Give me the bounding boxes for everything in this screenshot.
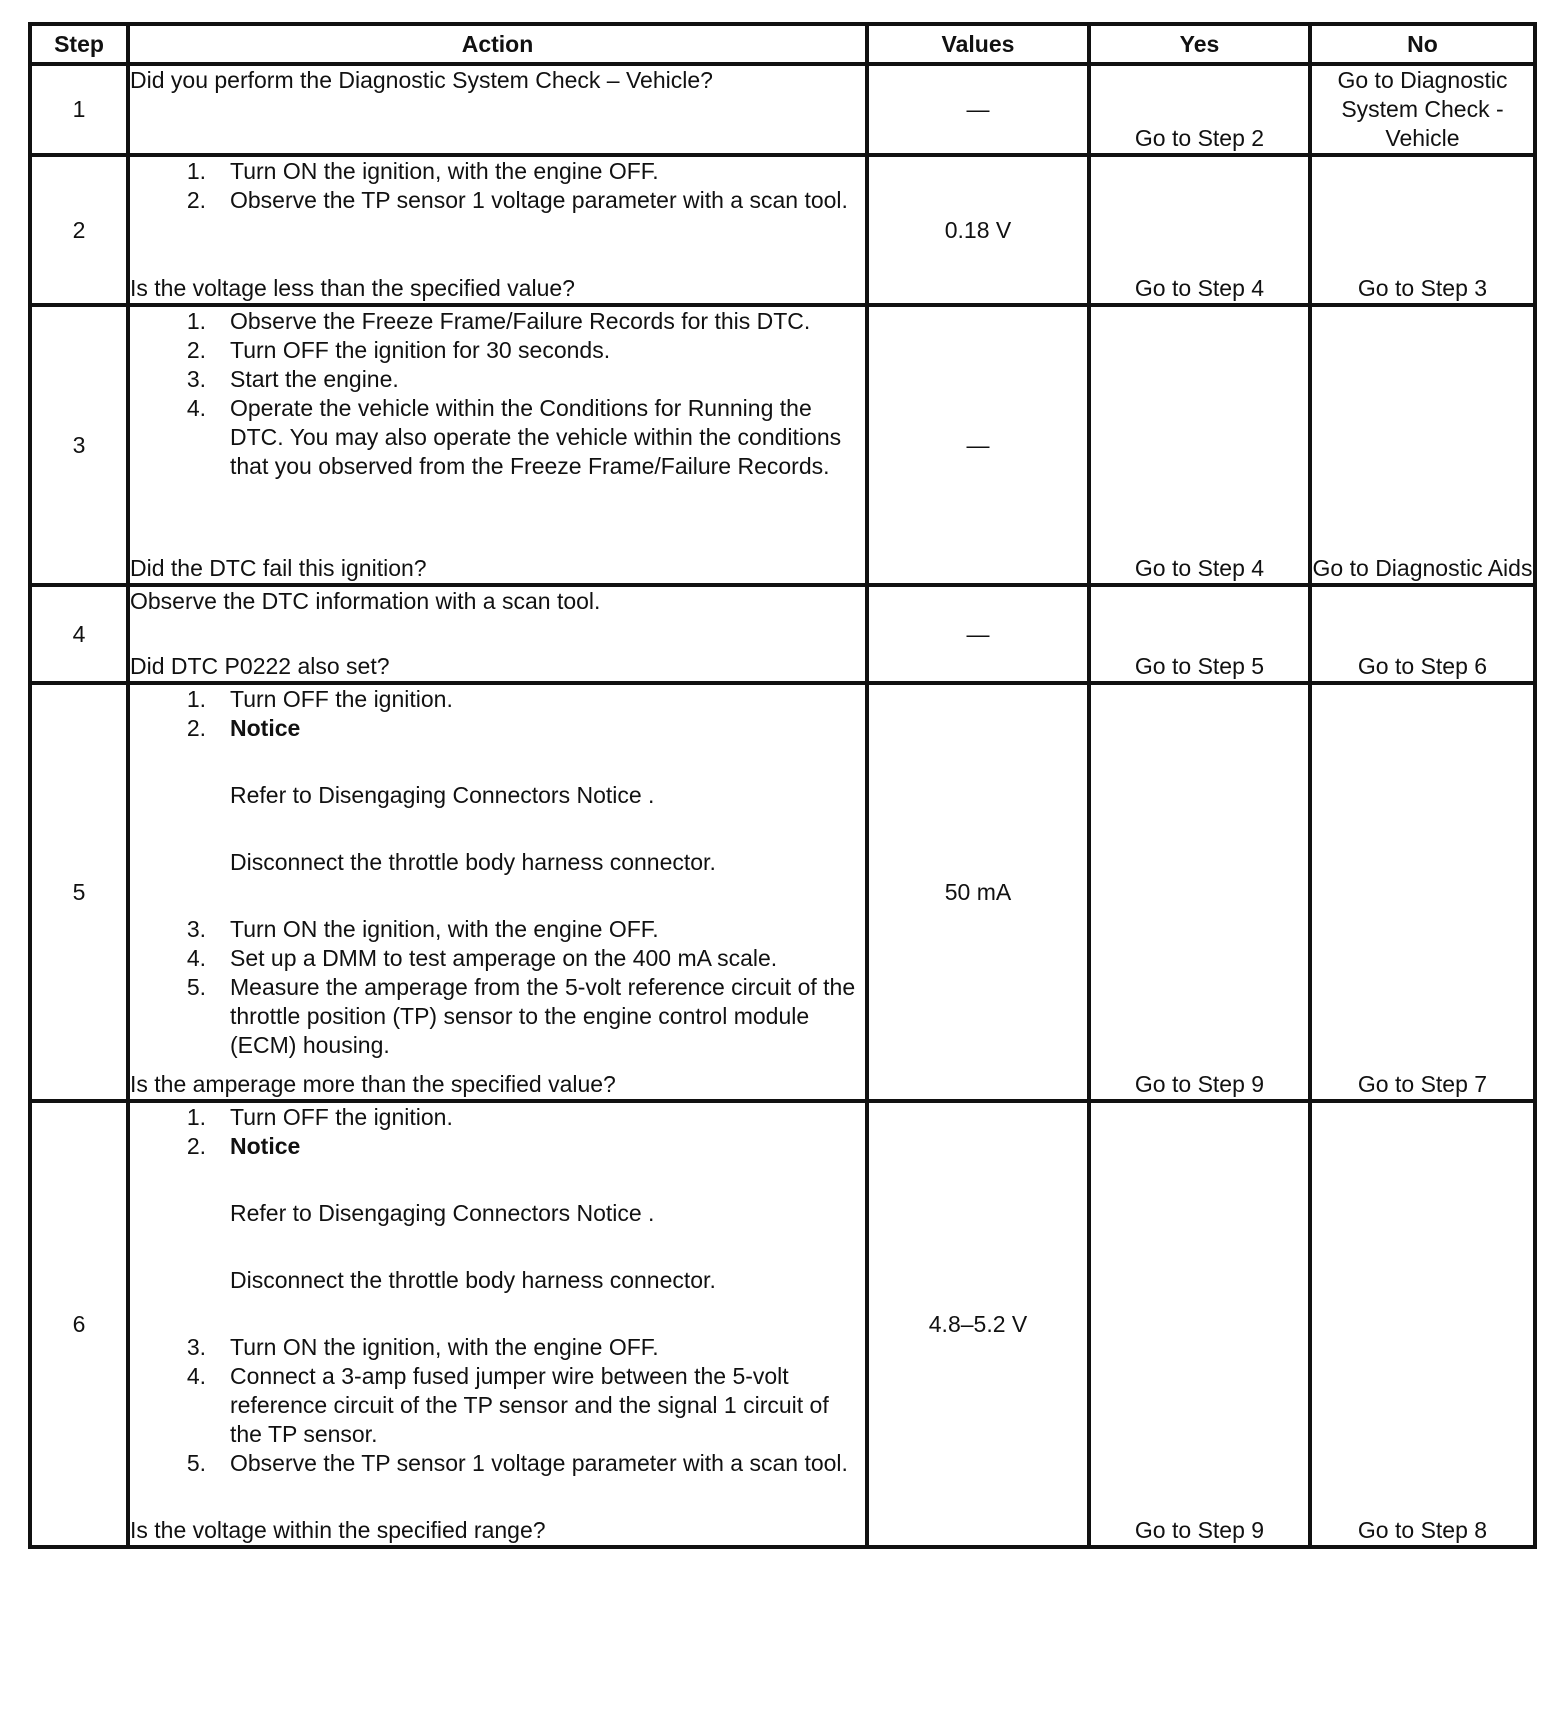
question-text: Is the amperage more than the specified value?	[130, 1071, 616, 1097]
no-cell: Go to Diagnostic System Check - Vehicle	[1310, 64, 1535, 155]
action-cell	[128, 683, 867, 1101]
no-cell: Go to Step 8	[1310, 1101, 1535, 1547]
no-cell: Go to Step 6	[1310, 585, 1535, 683]
list-item: 3. Turn ON the ignition, with the engine OFF.	[186, 1334, 659, 1360]
yes-cell: Go to Step 9	[1089, 1101, 1310, 1547]
action-cell	[128, 64, 867, 155]
yes-cell: Go to Step 4	[1089, 305, 1310, 585]
list-item: 5. Observe the TP sensor 1 voltage parameter with a scan tool.	[186, 1450, 848, 1476]
notice-label: Notice	[230, 1133, 301, 1159]
list-item: 3. Turn ON the ignition, with the engine OFF.	[186, 916, 659, 942]
yes-cell: Go to Step 4	[1089, 155, 1310, 305]
action-steps	[130, 157, 865, 215]
notice-instruction: Disconnect the throttle body harness connector.	[230, 1267, 716, 1293]
action-cell	[128, 585, 867, 683]
list-item: 3. Start the engine.	[186, 366, 399, 392]
value-cell: —	[867, 585, 1089, 683]
no-cell: Go to Diagnostic Aids	[1310, 305, 1535, 585]
action-steps	[130, 1103, 865, 1478]
question-text: Is the voltage less than the specified value?	[130, 275, 575, 301]
question-text: Did the DTC fail this ignition?	[130, 555, 427, 581]
notice-reference: Refer to Disengaging Connectors Notice .	[230, 782, 655, 808]
table-row	[30, 64, 1535, 155]
list-item: 1. Observe the Freeze Frame/Failure Records for this DTC.	[186, 308, 811, 334]
step-number: 1	[30, 64, 128, 155]
action-steps	[130, 685, 865, 1060]
table-row	[30, 155, 1535, 305]
value-cell: 0.18 V	[867, 155, 1089, 305]
table-row	[30, 585, 1535, 683]
action-cell	[128, 155, 867, 305]
list-item: 1. Turn OFF the ignition.	[186, 686, 453, 712]
yes-cell: Go to Step 2	[1089, 64, 1310, 155]
yes-cell: Go to Step 9	[1089, 683, 1310, 1101]
header-no: No	[1310, 24, 1535, 64]
notice-label: Notice	[230, 715, 301, 741]
yes-cell: Go to Step 5	[1089, 585, 1310, 683]
action-steps	[130, 307, 865, 481]
question-text: Did DTC P0222 also set?	[130, 653, 390, 679]
header-step: Step	[30, 24, 128, 64]
table-row	[30, 683, 1535, 1101]
list-item: 4. Operate the vehicle within the Conditions for Running the DTC. You may also operate the vehicle within the conditions that you observed from the Freeze Frame/Failure Records.	[186, 395, 842, 479]
no-cell: Go to Step 3	[1310, 155, 1535, 305]
action-cell	[128, 305, 867, 585]
value-cell: 4.8–5.2 V	[867, 1101, 1089, 1547]
value-cell: —	[867, 305, 1089, 585]
list-item: 5. Measure the amperage from the 5-volt reference circuit of the throttle position (TP) sensor to the engine control module (ECM) housing.	[186, 974, 856, 1058]
action-text: Did you perform the Diagnostic System Check – Vehicle?	[130, 67, 713, 93]
notice-reference: Refer to Disengaging Connectors Notice .	[230, 1200, 655, 1226]
value-cell: —	[867, 64, 1089, 155]
list-item: 2. Turn OFF the ignition for 30 seconds.	[186, 337, 611, 363]
list-item: 4. Set up a DMM to test amperage on the 400 mA scale.	[186, 945, 778, 971]
list-item: 1. Turn OFF the ignition.	[186, 1104, 453, 1130]
header-row	[30, 24, 1535, 64]
value-cell: 50 mA	[867, 683, 1089, 1101]
list-item: 2. Notice Refer to Disengaging Connectors Notice . Disconnect the throttle body harness connector.	[130, 1132, 865, 1333]
notice-instruction: Disconnect the throttle body harness connector.	[230, 849, 716, 875]
table-row	[30, 305, 1535, 585]
header-values: Values	[867, 24, 1089, 64]
step-number: 2	[30, 155, 128, 305]
diagnostic-table	[28, 22, 1537, 1549]
step-number: 5	[30, 683, 128, 1101]
question-text: Is the voltage within the specified range?	[130, 1517, 546, 1543]
action-cell	[128, 1101, 867, 1547]
table-row	[30, 1101, 1535, 1547]
no-cell: Go to Step 7	[1310, 683, 1535, 1101]
list-item: 4. Connect a 3-amp fused jumper wire between the 5-volt reference circuit of the TP sensor and the signal 1 circuit of the TP sensor.	[186, 1363, 829, 1447]
step-number: 3	[30, 305, 128, 585]
header-yes: Yes	[1089, 24, 1310, 64]
step-number: 6	[30, 1101, 128, 1547]
action-text: Observe the DTC information with a scan tool.	[130, 588, 601, 614]
header-action: Action	[128, 24, 867, 64]
step-number: 4	[30, 585, 128, 683]
list-item: 1. Turn ON the ignition, with the engine OFF.	[186, 158, 659, 184]
list-item: 2. Notice Refer to Disengaging Connectors Notice . Disconnect the throttle body harness connector.	[130, 714, 865, 915]
list-item: 2. Observe the TP sensor 1 voltage parameter with a scan tool.	[186, 187, 848, 213]
